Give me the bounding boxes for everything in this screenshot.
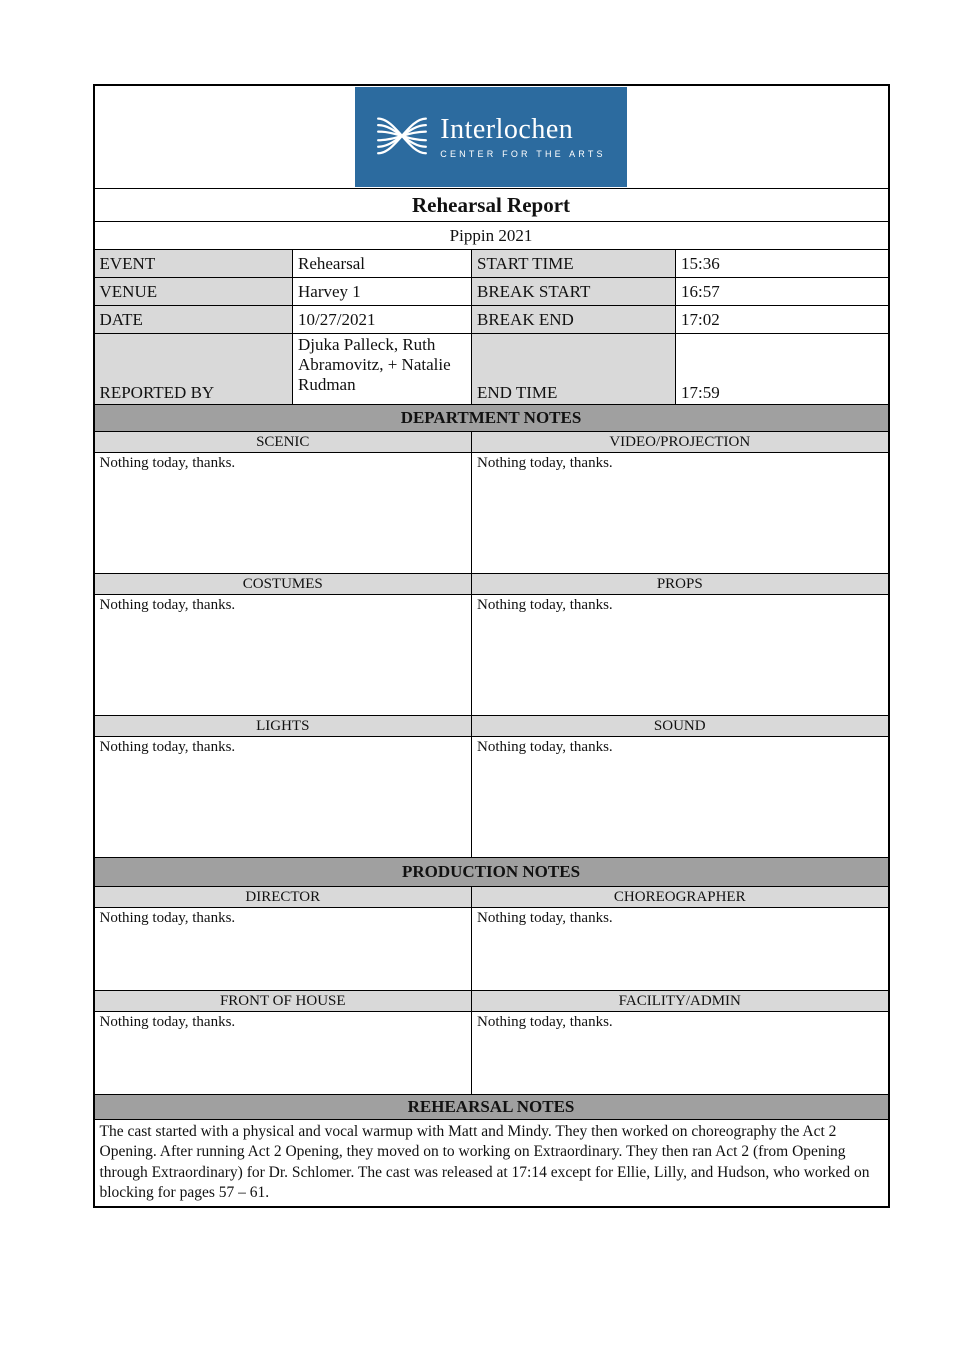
- event-value: Rehearsal: [293, 250, 472, 278]
- interlochen-logo-icon: [376, 113, 428, 161]
- break-end-value: 17:02: [676, 306, 889, 334]
- props-header: PROPS: [472, 574, 889, 595]
- facility-admin-note: Nothing today, thanks.: [472, 1012, 889, 1095]
- event-label: EVENT: [94, 250, 293, 278]
- director-header: DIRECTOR: [94, 887, 472, 908]
- end-time-value: 17:59: [676, 334, 889, 405]
- brand-tagline: CENTER FOR THE ARTS: [440, 148, 606, 159]
- page-title: Rehearsal Report: [94, 189, 889, 222]
- end-time-label: END TIME: [472, 334, 676, 405]
- choreographer-note: Nothing today, thanks.: [472, 908, 889, 991]
- logo-cell: [94, 85, 889, 189]
- production-notes-header: PRODUCTION NOTES: [94, 858, 889, 887]
- rehearsal-report-table: [93, 84, 890, 1208]
- choreographer-header: CHOREOGRAPHER: [472, 887, 889, 908]
- lights-header: LIGHTS: [94, 716, 472, 737]
- start-time-label: START TIME: [472, 250, 676, 278]
- brand-name: Interlochen: [440, 114, 574, 146]
- rehearsal-notes-header: REHEARSAL NOTES: [94, 1095, 889, 1120]
- department-notes-header: DEPARTMENT NOTES: [94, 405, 889, 432]
- director-note: Nothing today, thanks.: [94, 908, 472, 991]
- sound-note: Nothing today, thanks.: [472, 737, 889, 858]
- reported-by-label: REPORTED BY: [94, 334, 293, 405]
- venue-label: VENUE: [94, 278, 293, 306]
- logo-text: [440, 115, 605, 158]
- logo-box: [355, 87, 627, 187]
- video-projection-note: Nothing today, thanks.: [472, 453, 889, 574]
- date-value: 10/27/2021: [293, 306, 472, 334]
- rehearsal-notes-body: The cast started with a physical and vocal warmup with Matt and Mindy. They then worked on choreography the Act 2 Opening. After running Act 2 Opening, they moved on to working on Extraordinary. They then ran Act 2 (from Opening through Extraordinary) for Dr. Schlomer. The cast was released at 17:14 except for Ellie, Lilly, and Hudson, who worked on blocking for pages 57 – 61.: [94, 1120, 889, 1207]
- scenic-header: SCENIC: [94, 432, 472, 453]
- start-time-value: 15:36: [676, 250, 889, 278]
- facility-admin-header: FACILITY/ADMIN: [472, 991, 889, 1012]
- break-end-label: BREAK END: [472, 306, 676, 334]
- costumes-note: Nothing today, thanks.: [94, 595, 472, 716]
- reported-by-value: Djuka Palleck, Ruth Abramovitz, + Natalie Rudman: [293, 334, 472, 405]
- props-note: Nothing today, thanks.: [472, 595, 889, 716]
- video-projection-header: VIDEO/PROJECTION: [472, 432, 889, 453]
- front-of-house-header: FRONT OF HOUSE: [94, 991, 472, 1012]
- break-start-value: 16:57: [676, 278, 889, 306]
- costumes-header: COSTUMES: [94, 574, 472, 595]
- scenic-note: Nothing today, thanks.: [94, 453, 472, 574]
- front-of-house-note: Nothing today, thanks.: [94, 1012, 472, 1095]
- break-start-label: BREAK START: [472, 278, 676, 306]
- venue-value: Harvey 1: [293, 278, 472, 306]
- lights-note: Nothing today, thanks.: [94, 737, 472, 858]
- show-title: Pippin 2021: [94, 222, 889, 250]
- report-sheet: [93, 84, 888, 1208]
- sound-header: SOUND: [472, 716, 889, 737]
- date-label: DATE: [94, 306, 293, 334]
